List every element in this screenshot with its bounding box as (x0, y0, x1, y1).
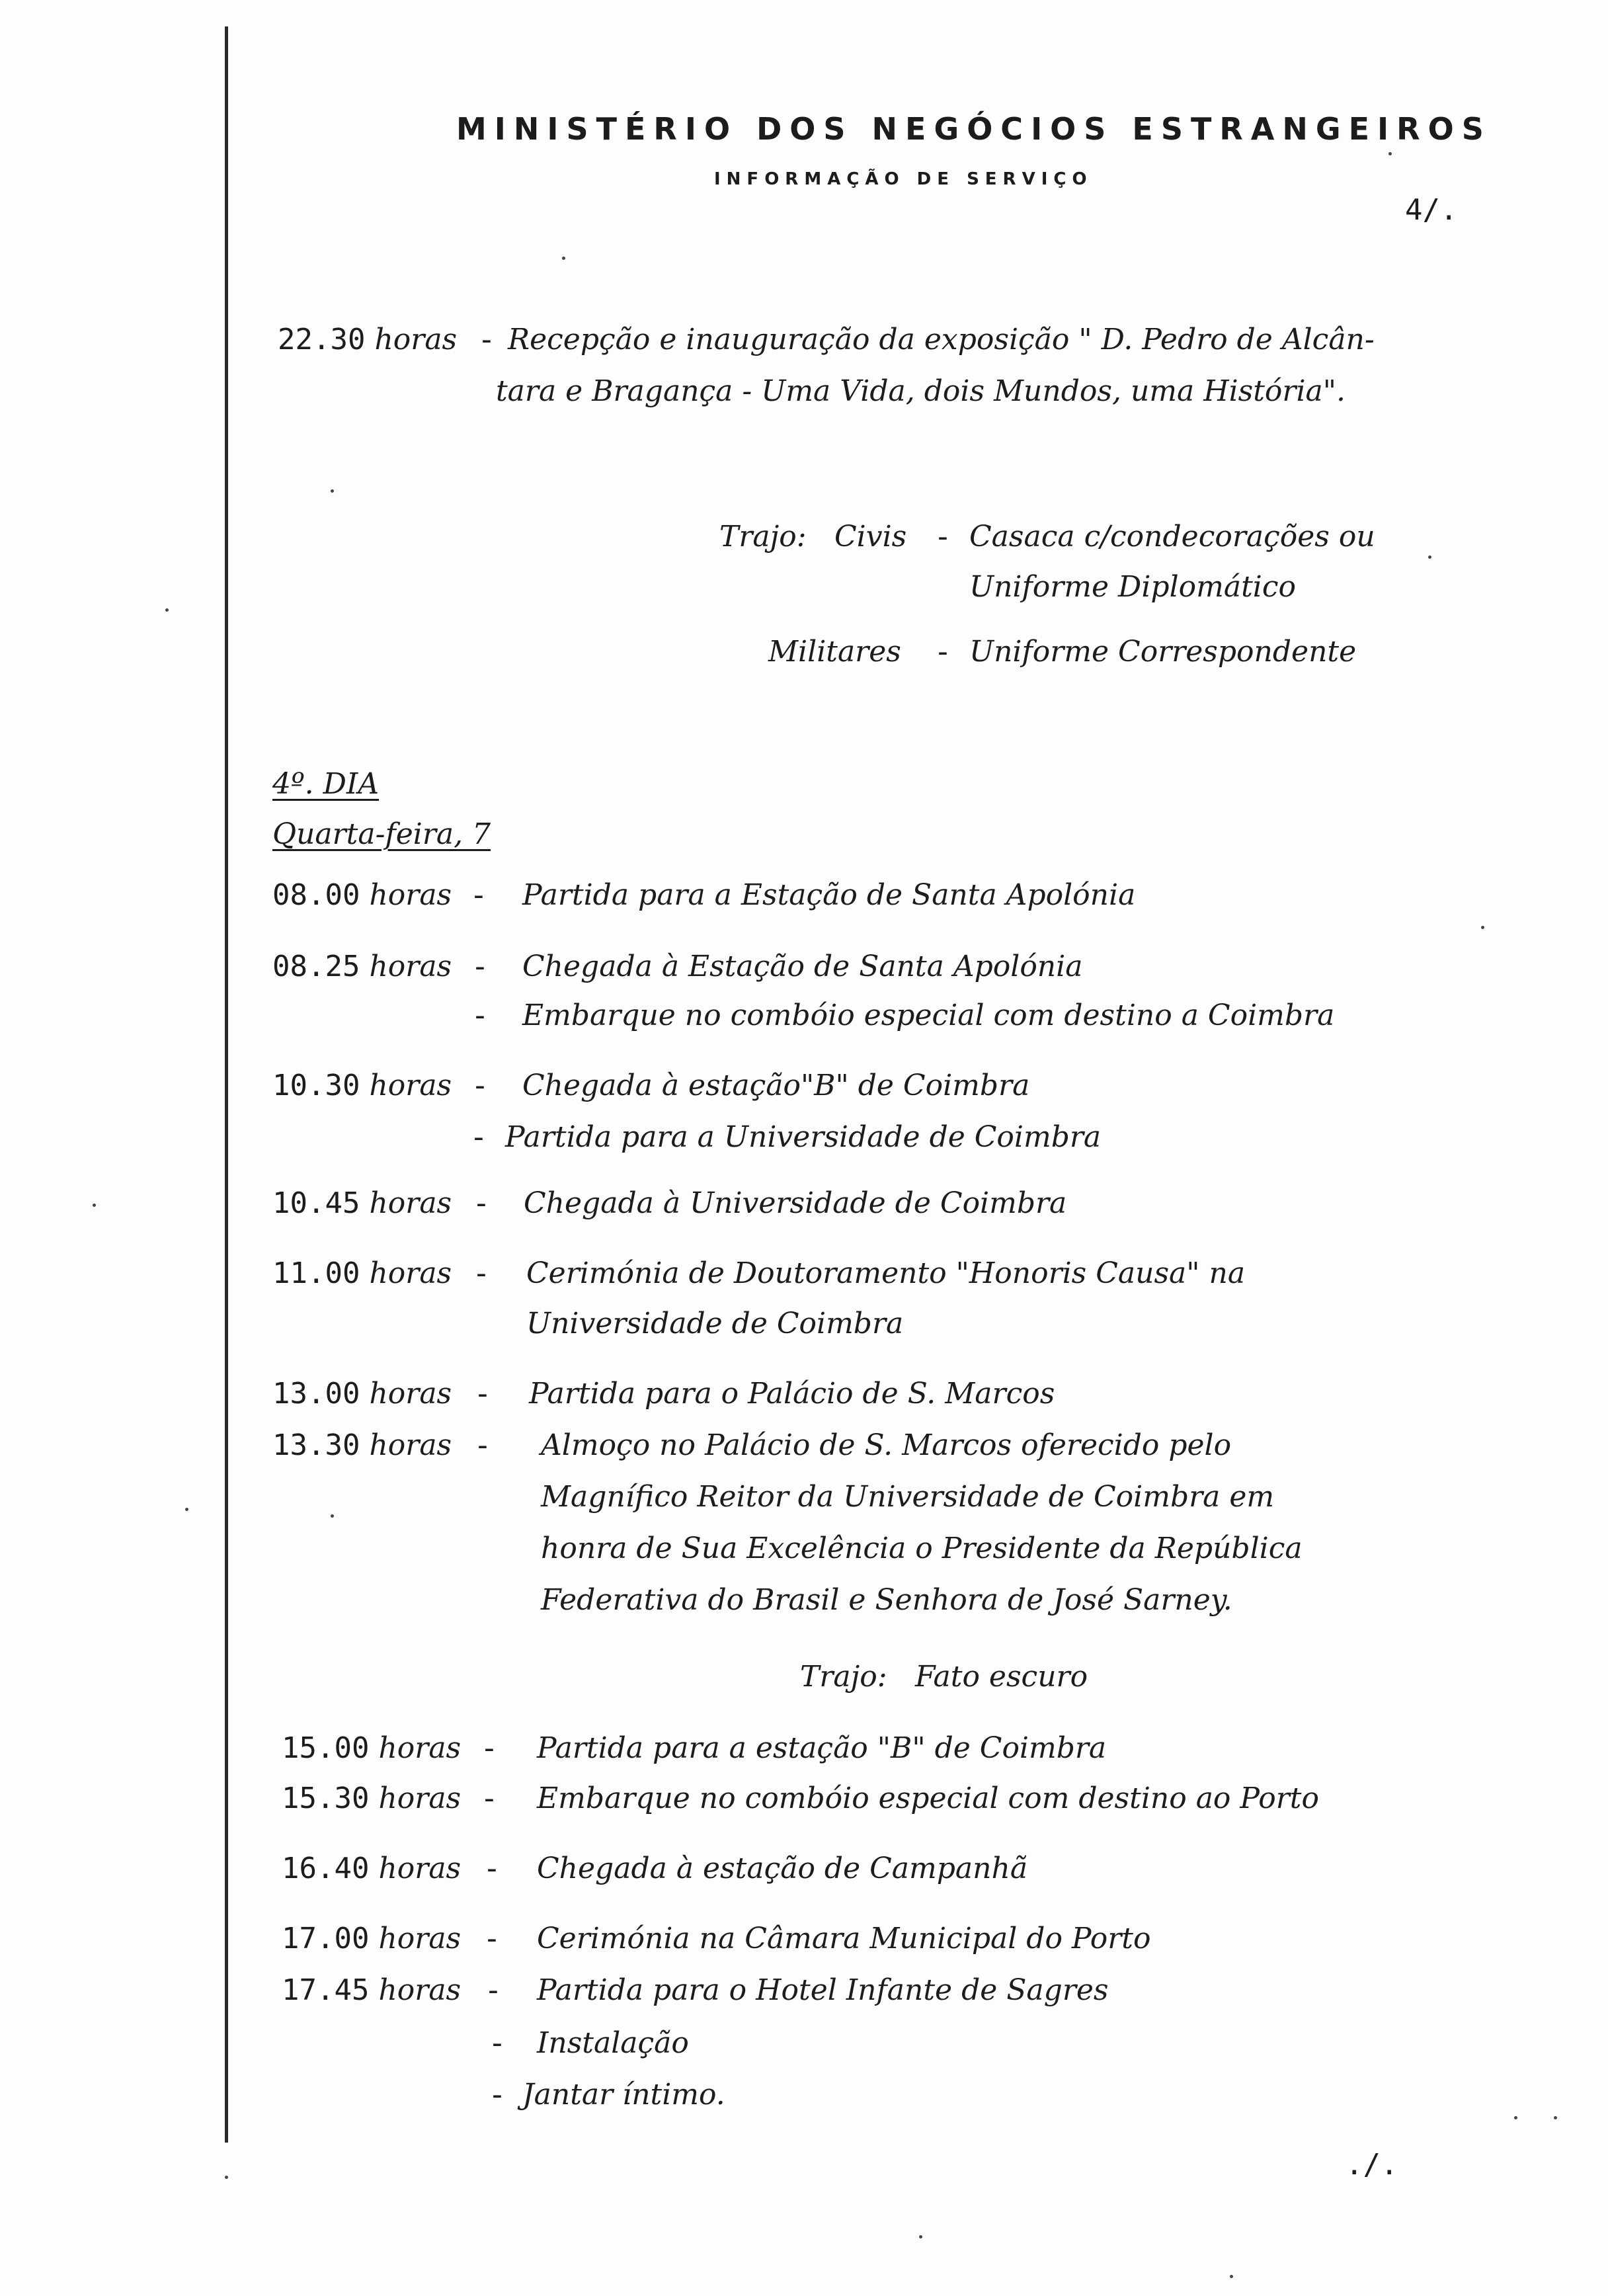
schedule-hour: 08.25 (272, 950, 360, 983)
schedule-dash: - (477, 1377, 488, 1411)
scan-speck (331, 1514, 334, 1518)
schedule-hour: 11.00 (272, 1256, 360, 1290)
schedule-time-0825 (272, 950, 452, 983)
schedule-hour: 17.45 (282, 1973, 370, 2007)
day-title: 4º. DIA (272, 767, 380, 801)
schedule-dash: - (492, 2026, 502, 2060)
service-subheader: INFORMAÇÃO DE SERVIÇO (714, 169, 1093, 189)
schedule-hour-unit: horas (378, 1852, 462, 1885)
schedule-dash: - (476, 1186, 487, 1220)
schedule-hour: 08.00 (272, 878, 360, 912)
dress-code-1-trajo: Trajo: (719, 520, 807, 554)
scan-speck (1481, 926, 1484, 929)
schedule-line: Partida para a Estação de Santa Apolónia (522, 878, 1136, 912)
opening-event-hour: 22.30 (278, 323, 366, 356)
schedule-line: Partida para a estação "B" de Coimbra (537, 1731, 1107, 1765)
scan-speck (185, 1508, 188, 1511)
schedule-line: Almoço no Palácio de S. Marcos oferecido pelo (541, 1428, 1232, 1462)
schedule-line: Embarque no combóio especial com destino ao Porto (537, 1782, 1319, 1815)
schedule-time-1745 (282, 1973, 461, 2007)
schedule-line: Federativa do Brasil e Senhora de José Sarney. (541, 1583, 1232, 1617)
schedule-hour-unit: horas (369, 950, 452, 983)
schedule-hour: 15.00 (282, 1731, 370, 1765)
schedule-dash: - (475, 1069, 485, 1102)
schedule-dash: - (484, 1782, 495, 1815)
dress-code-1-militares: Militares (768, 635, 901, 669)
schedule-dash: - (477, 1428, 488, 1462)
schedule-hour: 17.00 (282, 1922, 370, 1955)
margin-rule (225, 26, 228, 2143)
scan-speck (1514, 2116, 1517, 2119)
dress-code-2-value: Fato escuro (915, 1660, 1088, 1694)
schedule-dash: - (473, 878, 484, 912)
schedule-line: Chegada à estação de Campanhã (537, 1852, 1028, 1885)
scan-speck (1554, 2116, 1557, 2119)
schedule-dash: - (487, 1852, 497, 1885)
schedule-hour-unit: horas (369, 1377, 452, 1411)
schedule-line: Instalação (537, 2026, 689, 2060)
schedule-dash: - (492, 2078, 502, 2112)
schedule-hour: 10.45 (272, 1186, 360, 1220)
opening-event-line-1: Recepção e inauguração da exposição " D. Pedro de Alcân- (508, 323, 1375, 356)
schedule-dash: - (488, 1973, 499, 2007)
schedule-hour-unit: horas (369, 1069, 452, 1102)
schedule-line: Chegada à Universidade de Coimbra (524, 1186, 1067, 1220)
schedule-dash: - (487, 1922, 497, 1955)
schedule-line: Partida para o Palácio de S. Marcos (529, 1377, 1055, 1411)
schedule-hour-unit: horas (378, 1782, 462, 1815)
dress-code-1-militares-value: Uniforme Correspondente (969, 635, 1357, 669)
schedule-time-1030 (272, 1069, 452, 1102)
dress-code-1-civis-dash: - (938, 520, 948, 554)
scan-speck (562, 257, 565, 260)
dress-code-1-civis: Civis (834, 520, 907, 554)
schedule-time-1300 (272, 1377, 452, 1411)
opening-event-time (278, 323, 457, 356)
schedule-line: Partida para a Universidade de Coimbra (505, 1120, 1102, 1154)
dress-code-2-trajo: Trajo: (800, 1660, 887, 1694)
schedule-hour: 10.30 (272, 1069, 360, 1102)
schedule-hour: 16.40 (282, 1852, 370, 1885)
scan-speck (1428, 555, 1431, 559)
schedule-time-1530 (282, 1782, 461, 1815)
dress-code-1-civis-line-2: Uniforme Diplomático (969, 570, 1296, 604)
continuation-mark: ./. (1346, 2148, 1398, 2182)
opening-event-unit: horas (374, 323, 458, 356)
schedule-hour-unit: horas (369, 878, 452, 912)
scan-speck (225, 2176, 228, 2179)
scan-speck (331, 489, 334, 493)
schedule-line: Embarque no combóio especial com destino a Coimbra (522, 999, 1335, 1032)
scan-speck (919, 2235, 922, 2238)
schedule-hour-unit: horas (378, 1922, 462, 1955)
schedule-time-1500 (282, 1731, 461, 1765)
ministry-header: MINISTÉRIO DOS NEGÓCIOS ESTRANGEIROS (456, 111, 1492, 147)
schedule-hour-unit: horas (369, 1186, 452, 1220)
schedule-time-1330 (272, 1428, 452, 1462)
dress-code-1-militares-dash: - (938, 635, 948, 669)
scan-speck (93, 1204, 96, 1207)
opening-event-line-2: tara e Bragança - Uma Vida, dois Mundos, uma História". (496, 374, 1346, 408)
page-number: 4/. (1405, 193, 1458, 227)
schedule-line: Jantar íntimo. (522, 2078, 725, 2112)
scan-speck (1230, 2275, 1233, 2278)
schedule-dash: - (484, 1731, 495, 1765)
schedule-hour: 13.00 (272, 1377, 360, 1411)
schedule-hour-unit: horas (378, 1731, 462, 1765)
day-weekday: Quarta-feira, 7 (272, 817, 491, 851)
schedule-dash: - (476, 1256, 487, 1290)
schedule-time-0800 (272, 878, 452, 912)
schedule-line: Chegada à estação"B" de Coimbra (522, 1069, 1030, 1102)
schedule-line: Cerimónia na Câmara Municipal do Porto (537, 1922, 1151, 1955)
schedule-line: Universidade de Coimbra (526, 1307, 904, 1340)
schedule-dash: - (473, 1120, 484, 1154)
schedule-hour-unit: horas (378, 1973, 462, 2007)
dress-code-1-civis-line-1: Casaca c/condecorações ou (969, 520, 1375, 554)
scan-speck (165, 608, 169, 612)
schedule-hour: 15.30 (282, 1782, 370, 1815)
scan-speck (1388, 152, 1392, 155)
schedule-time-1700 (282, 1922, 461, 1955)
schedule-line: Chegada à Estação de Santa Apolónia (522, 950, 1083, 983)
schedule-hour: 13.30 (272, 1428, 360, 1462)
schedule-time-1045 (272, 1186, 452, 1220)
schedule-time-1640 (282, 1852, 461, 1885)
schedule-dash: - (475, 950, 485, 983)
schedule-dash: - (475, 999, 485, 1032)
schedule-line: Magnífico Reitor da Universidade de Coimbra em (541, 1480, 1275, 1514)
opening-event-dash: - (481, 323, 492, 356)
schedule-line: Cerimónia de Doutoramento "Honoris Causa" na (526, 1256, 1246, 1290)
schedule-line: honra de Sua Excelência o Presidente da República (541, 1532, 1303, 1565)
schedule-hour-unit: horas (369, 1428, 452, 1462)
schedule-hour-unit: horas (369, 1256, 452, 1290)
schedule-time-1100 (272, 1256, 452, 1290)
schedule-line: Partida para o Hotel Infante de Sagres (537, 1973, 1109, 2007)
